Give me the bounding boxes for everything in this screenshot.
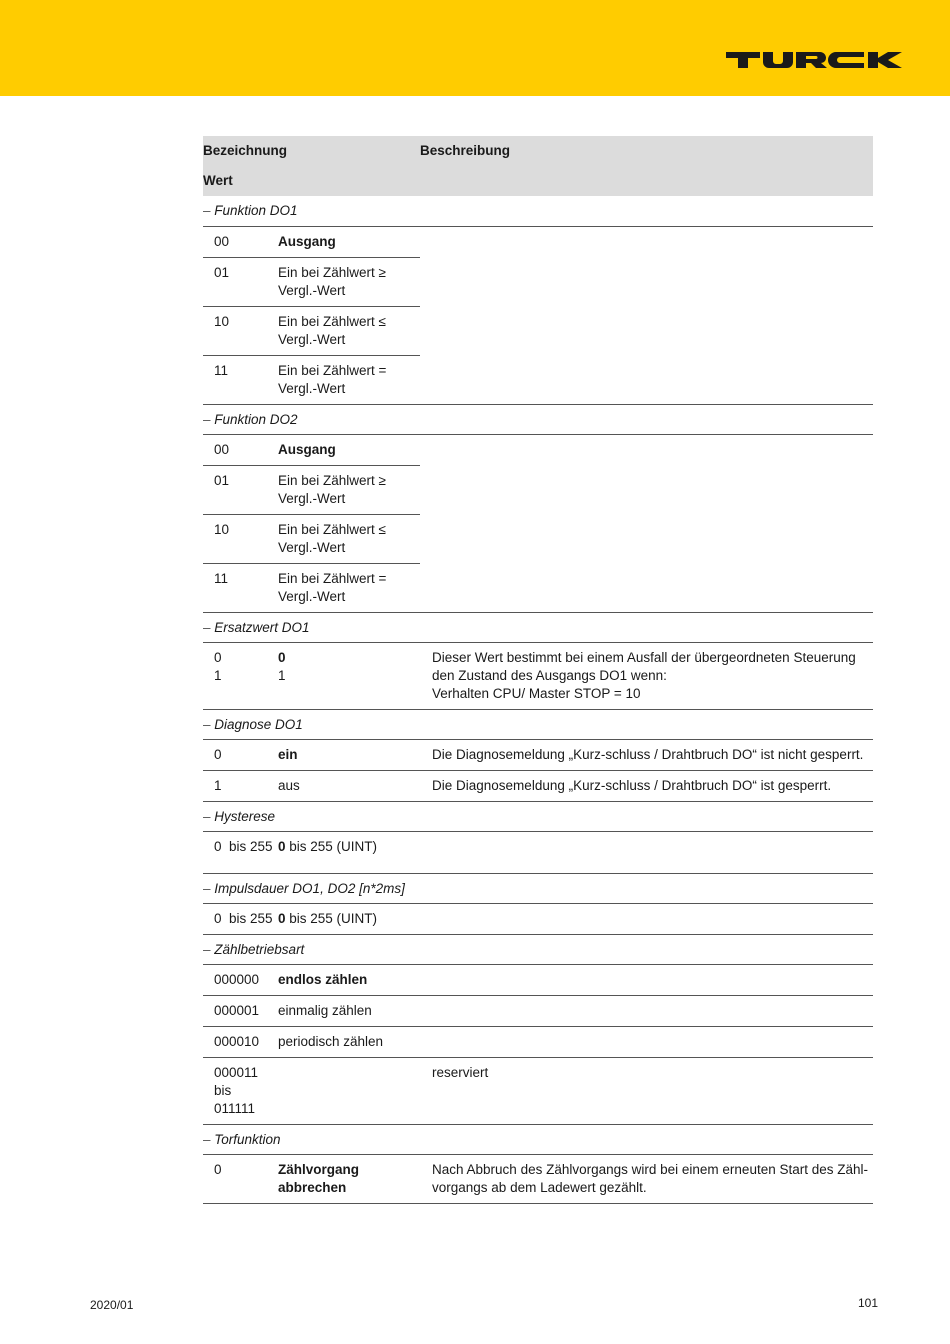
row-description (420, 903, 873, 934)
table-row (203, 226, 873, 257)
section-title: Funktion DO2 (214, 411, 298, 427)
table-row (203, 642, 873, 709)
row-description (420, 514, 873, 563)
table-row (203, 434, 873, 465)
table-row (203, 257, 873, 306)
row-value: 00 (203, 434, 278, 465)
table-row (203, 995, 873, 1026)
row-value: 0 (203, 739, 278, 770)
row-description (420, 257, 873, 306)
row-description (420, 1026, 873, 1057)
row-description (420, 964, 873, 995)
row-description: Nach Abbruch des Zählvorgangs wird bei einem erneuten Start des Zähl-vorgangs ab dem Ladewert gezählt. (420, 1154, 873, 1203)
table-subheader-row (203, 166, 873, 196)
row-value: 1 (214, 667, 222, 683)
section-row (203, 1124, 873, 1154)
table-row (203, 514, 873, 563)
row-value: 1 (203, 770, 278, 801)
table-row (203, 1154, 873, 1203)
row-label: 1 (278, 667, 286, 683)
row-value: 11 (214, 570, 229, 586)
row-label: periodisch zählen (278, 1026, 420, 1057)
row-description (420, 226, 873, 257)
row-label: Ein bei Zählwert = Vergl.-Wert (278, 570, 387, 604)
header-bezeichnung: Bezeichnung (203, 136, 420, 166)
section-row (203, 873, 873, 903)
row-value: 0 bis 255 (203, 831, 278, 873)
row-description (420, 563, 873, 612)
section-dash: – (203, 619, 215, 635)
header-wert: Wert (203, 166, 873, 196)
row-description: Die Diagnosemeldung „Kurz-schluss / Drahtbruch DO“ ist gesperrt. (420, 770, 873, 801)
row-label-bold: 0 (278, 838, 286, 854)
section-title: Torfunktion (214, 1131, 281, 1147)
row-value: 000000 (203, 964, 278, 995)
section-row (203, 196, 873, 226)
table-row (203, 831, 873, 873)
section-dash: – (203, 716, 215, 732)
row-value: 011111 (214, 1100, 256, 1116)
row-description: reserviert (420, 1057, 873, 1124)
row-description (420, 434, 873, 465)
footer-date: 2020/01 (90, 1298, 134, 1312)
section-title: Ersatzwert DO1 (214, 619, 310, 635)
section-row (203, 709, 873, 739)
page-number: 101 (858, 1296, 879, 1310)
table-row (203, 964, 873, 995)
parameter-table (203, 136, 873, 1204)
section-row (203, 404, 873, 434)
table-header-row (203, 136, 873, 166)
section-dash: – (203, 1131, 215, 1147)
row-label: Ein bei Zählwert = Vergl.-Wert (278, 362, 387, 396)
row-label: bis 255 (UINT) (285, 838, 378, 854)
row-label: Ein bei Zählwert ≤ Vergl.-Wert (278, 514, 420, 563)
row-label: endlos zählen (278, 971, 368, 987)
row-label: Ein bei Zählwert ≤ Vergl.-Wert (278, 306, 420, 355)
row-value: 000010 (203, 1026, 278, 1057)
row-label: ein (278, 746, 298, 762)
row-value: 0 (203, 1154, 278, 1203)
table-row (203, 355, 873, 404)
row-label (278, 1057, 420, 1124)
row-label-bold: 0 (278, 910, 286, 926)
section-title: Funktion DO1 (214, 203, 298, 218)
row-label: einmalig zählen (278, 995, 420, 1026)
section-dash: – (203, 203, 215, 218)
section-title: Impulsdauer DO1, DO2 [n*2ms] (214, 880, 405, 896)
section-title: Hysterese (214, 808, 276, 824)
header-beschreibung: Beschreibung (420, 136, 873, 166)
row-description: Die Diagnosemeldung „Kurz-schluss / Drahtbruch DO“ ist nicht gesperrt. (420, 739, 873, 770)
table-row (203, 563, 873, 612)
row-description (420, 306, 873, 355)
row-label: 0 (278, 649, 286, 665)
row-value: 0 (214, 649, 222, 665)
section-row (203, 801, 873, 831)
row-value: bis (214, 1082, 232, 1098)
row-value: 10 (203, 306, 278, 355)
row-description (420, 465, 873, 514)
table-row (203, 1057, 873, 1124)
row-value: 01 (203, 257, 278, 306)
row-value: 000011 (214, 1064, 259, 1080)
section-row (203, 612, 873, 642)
row-description (420, 831, 873, 873)
row-label: Ausgang (278, 441, 336, 457)
table-row (203, 770, 873, 801)
section-title: Diagnose DO1 (214, 716, 303, 732)
turck-logo (726, 50, 902, 70)
row-label: bis 255 (UINT) (285, 910, 378, 926)
row-value: 000001 (203, 995, 278, 1026)
section-dash: – (203, 880, 215, 896)
section-row (203, 934, 873, 964)
table-row (203, 739, 873, 770)
row-label: Ein bei Zählwert ≥ Vergl.-Wert (278, 465, 420, 514)
row-description: Verhalten CPU/ Master STOP = 10 (432, 685, 641, 701)
section-dash: – (203, 411, 215, 427)
table-row (203, 465, 873, 514)
row-label: aus (278, 770, 420, 801)
row-label: Ausgang (278, 233, 336, 249)
row-value: 01 (203, 465, 278, 514)
row-label: Ein bei Zählwert ≥ Vergl.-Wert (278, 257, 420, 306)
row-value: 00 (203, 226, 278, 257)
section-title: Zählbetriebsart (214, 941, 305, 957)
row-description (420, 355, 873, 404)
table-row (203, 306, 873, 355)
row-value: 0 bis 255 (203, 903, 278, 934)
header-band (0, 0, 950, 96)
table-row (203, 1026, 873, 1057)
table-row (203, 903, 873, 934)
row-label: Zählvorgang abbrechen (278, 1161, 360, 1195)
section-dash: – (203, 808, 215, 824)
row-value: 11 (214, 362, 229, 378)
row-description: Dieser Wert bestimmt bei einem Ausfall der übergeordneten Steuerung den Zustand des Ausgangs DO1 wenn: (432, 649, 856, 683)
row-description (420, 995, 873, 1026)
section-dash: – (203, 941, 215, 957)
row-value: 10 (203, 514, 278, 563)
